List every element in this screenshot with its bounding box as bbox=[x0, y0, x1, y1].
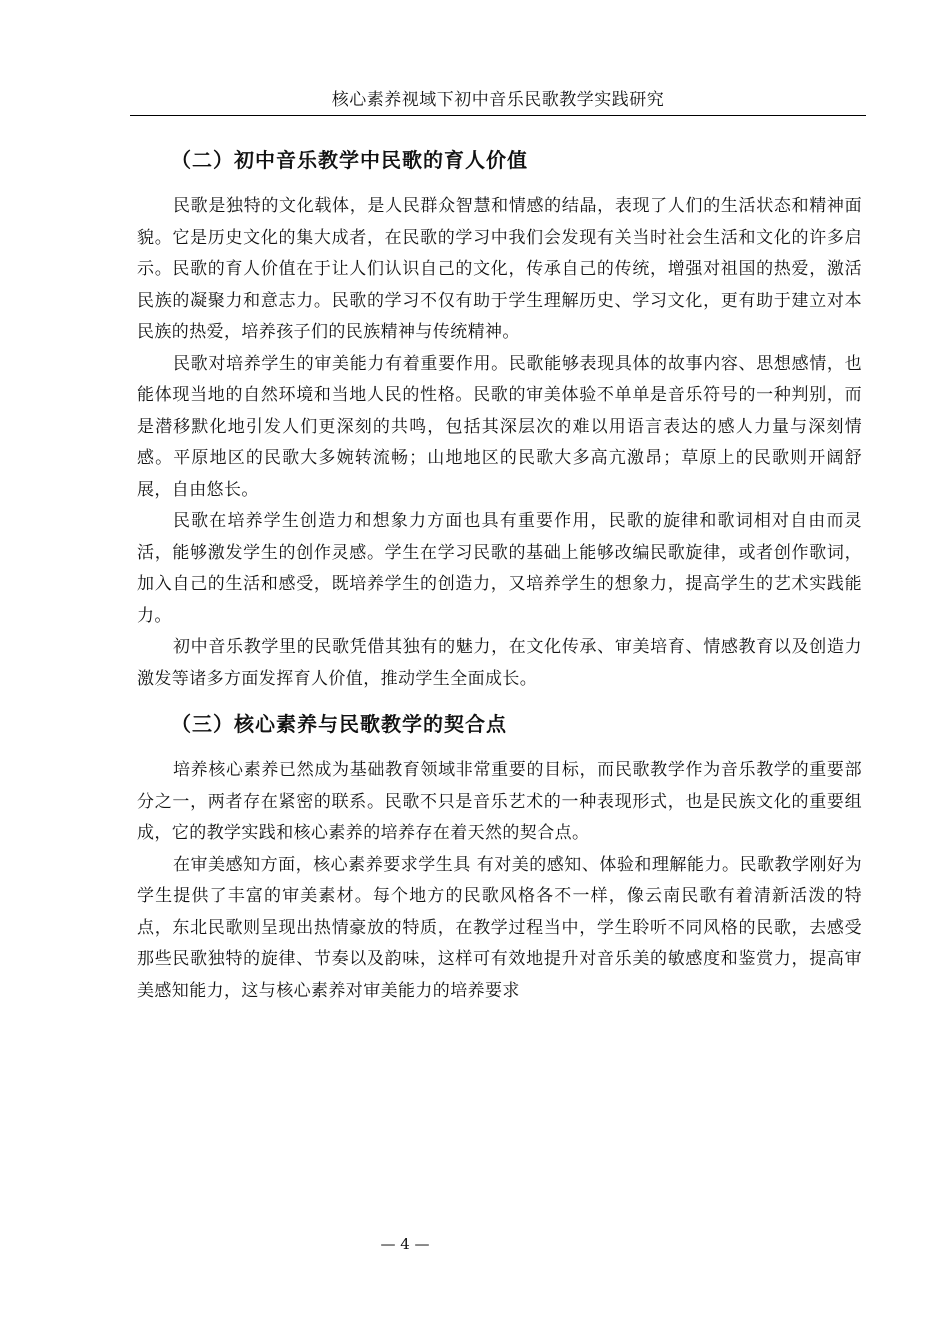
body-paragraph: 民歌对培养学生的审美能力有着重要作用。民歌能够表现具体的故事内容、思想感情，也能体现当地的自然环境和当地人民的性格。民歌的审美体验不单单是音乐符号的一种判别，而是潜移默化地引发人们更深刻的共鸣，包括其深层次的难以用语言表达的感人力量与深刻情感。平原地区的民歌大多婉转流畅；山地地区的民歌大多高亢激昂；草原上的民歌则开阔舒展，自由悠长。 bbox=[137, 353, 862, 500]
running-header: 核心素养视域下初中音乐民歌教学实践研究 bbox=[331, 90, 665, 110]
page-number: — 4 — bbox=[380, 1235, 430, 1253]
body-paragraph: 民歌在培养学生创造力和想象力方面也具有重要作用，民歌的旋律和歌词相对自由而灵活，能够激发学生的创作灵感。学生在学习民歌的基础上能够改编民歌旋律，或者创作歌词，加入自己的生活和感受，既培养学生的创造力，又培养学生的想象力，提高学生的艺术实践能力。 bbox=[137, 511, 862, 626]
section-heading: （二）初中音乐教学中民歌的育人价值 bbox=[171, 148, 528, 172]
body-paragraph: 培养核心素养已然成为基础教育领域非常重要的目标，而民歌教学作为音乐教学的重要部分之一，两者存在紧密的联系。民歌不只是音乐艺术的一种表现形式，也是民族文化的重要组成，它的教学实践和核心素养的培养存在着天然的契合点。 bbox=[137, 760, 862, 843]
page-content bbox=[137, 140, 862, 1007]
body-paragraph: 在审美感知方面，核心素养要求学生具 有对美的感知、体验和理解能力。民歌教学刚好为学生提供了丰富的审美素材。每个地方的民歌风格各不一样，像云南民歌有着清新活泼的特点，东北民歌则呈现出热情豪放的特质，在教学过程当中，学生聆听不同风格的民歌，去感受那些民歌独特的旋律、节奏以及韵味，这样可有效地提升对音乐美的敏感度和鉴赏力，提高审美感知能力，这与核心素养对审美能力的培养要求 bbox=[137, 854, 862, 1001]
body-paragraph: 民歌是独特的文化载体，是人民群众智慧和情感的结晶，表现了人们的生活状态和精神面貌。它是历史文化的集大成者，在民歌的学习中我们会发现有关当时社会生活和文化的许多启示。民歌的育人价值在于让人们认识自己的文化，传承自己的传统，增强对祖国的热爱，激活民族的凝聚力和意志力。民歌的学习不仅有助于学生理解历史、学习文化，更有助于建立对本民族的热爱，培养孩子们的民族精神与传统精神。 bbox=[137, 196, 862, 342]
body-paragraph: 初中音乐教学里的民歌凭借其独有的魅力，在文化传承、审美培育、情感教育以及创造力激发等诸多方面发挥育人价值，推动学生全面成长。 bbox=[137, 637, 862, 689]
header-rule bbox=[130, 115, 866, 116]
section-heading: （三）核心素养与民歌教学的契合点 bbox=[171, 712, 507, 736]
